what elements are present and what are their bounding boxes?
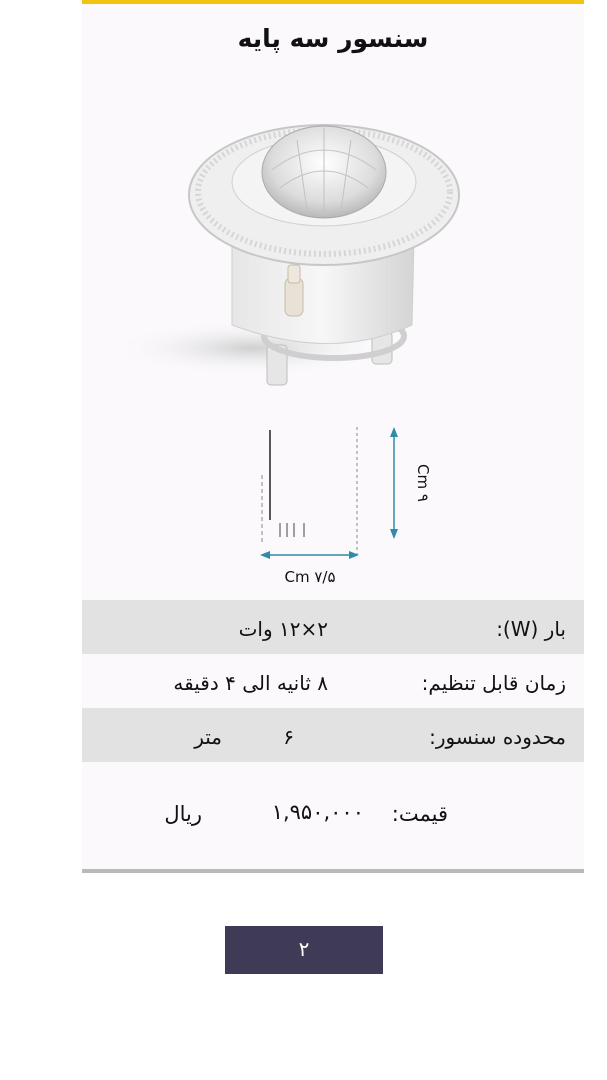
- spec-row-load: [82, 600, 584, 654]
- price-row: [82, 762, 584, 872]
- spec-value: ۶: [283, 725, 294, 749]
- spec-label: زمان قابل تنظیم:: [421, 671, 566, 695]
- spec-value: ۸ ثانیه الی ۴ دقیقه: [173, 671, 328, 695]
- spec-value: ۲×۱۲ وات: [238, 617, 328, 641]
- spec-label: بار (W):: [496, 617, 566, 641]
- spec-row-sensor-range: [82, 708, 584, 762]
- specs-table: [82, 600, 584, 872]
- top-accent-rule: [82, 0, 584, 4]
- spec-label: محدوده سنسور:: [429, 725, 566, 749]
- price-amount: ۱,۹۵۰,۰۰۰: [271, 800, 364, 824]
- spec-row-adjustable-time: [82, 654, 584, 708]
- width-label: ۷/۵ Cm: [284, 568, 336, 586]
- spec-unit: متر: [194, 725, 222, 749]
- motion-sensor-image: [102, 100, 572, 400]
- height-label: ۹ Cm: [414, 464, 432, 502]
- bottom-divider: [82, 869, 584, 873]
- product-title: سنسور سه پایه: [237, 24, 429, 53]
- product-card: [82, 0, 584, 872]
- price-label: قیمت:: [391, 802, 448, 826]
- price-currency: ریال: [164, 802, 202, 826]
- dimension-diagram: [242, 415, 442, 595]
- page-number-badge: ۲: [225, 926, 383, 974]
